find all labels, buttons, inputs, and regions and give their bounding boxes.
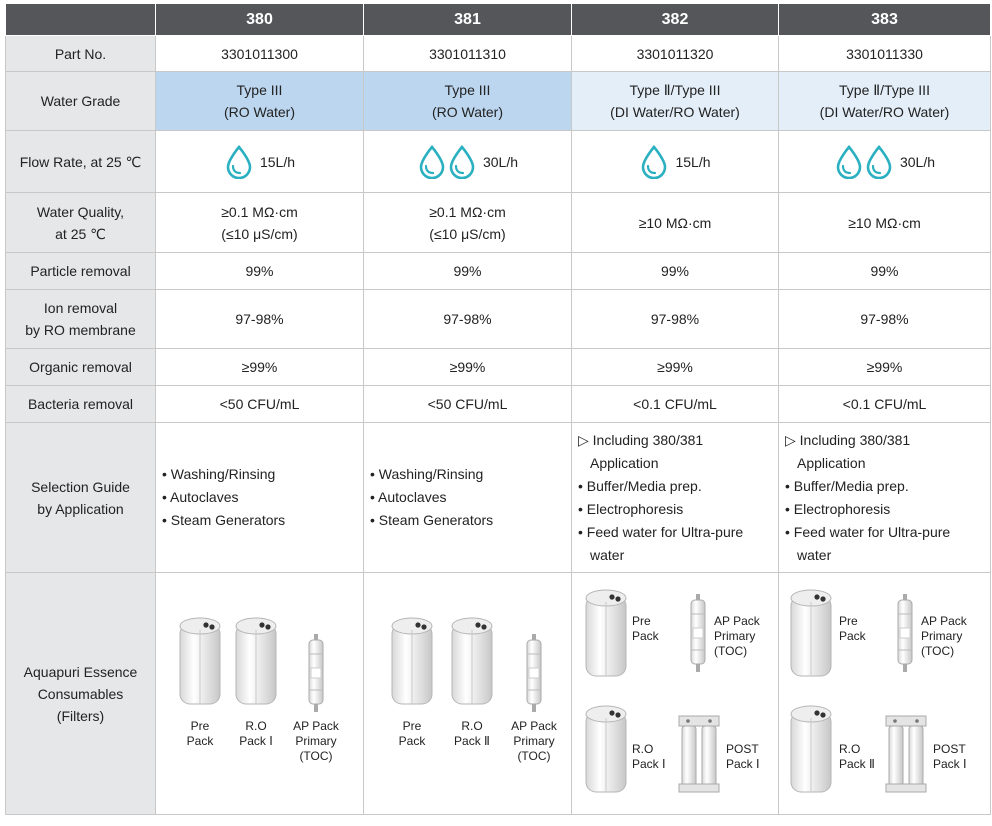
grade-desc: (DI Water/RO Water) xyxy=(610,104,740,120)
label-line: AP Pack xyxy=(511,718,557,733)
label-line: Pack Ⅰ xyxy=(239,733,273,748)
row-label-line: Aquapuri Essence xyxy=(23,663,138,680)
application-list xyxy=(364,423,572,573)
list-item: water xyxy=(797,546,832,563)
row-label xyxy=(6,423,156,573)
list-item: Application xyxy=(590,454,659,471)
list-item: • Steam Generators xyxy=(370,512,494,528)
flow-rate-cell xyxy=(779,131,991,193)
label-line: Primary xyxy=(921,628,963,643)
ap-pack-filter-image xyxy=(895,594,915,674)
row-label-line: Water Quality, xyxy=(36,203,125,220)
label-line: R.O xyxy=(245,718,267,733)
list-item: • Buffer/Media prep. xyxy=(578,477,702,494)
grade-type: Type Ⅱ/Type III xyxy=(629,82,721,98)
water-drop-icon xyxy=(417,145,447,179)
post-pack-filter-image xyxy=(678,714,720,794)
pre-pack-filter-image xyxy=(789,588,833,680)
grade-desc: (RO Water) xyxy=(223,104,296,120)
ap-pack-filter-image xyxy=(524,634,544,714)
pre-pack-label xyxy=(178,719,222,749)
pre-pack-filter-image xyxy=(390,616,434,708)
spec-table xyxy=(5,3,991,815)
list-item: • Feed water for Ultra-pure xyxy=(785,523,951,540)
model-header: 383 xyxy=(779,4,991,36)
label-line: Pack Ⅱ xyxy=(839,756,875,771)
row-label xyxy=(6,290,156,349)
grade-type: Type III xyxy=(444,82,491,98)
model-header: 382 xyxy=(572,4,779,36)
water-drop-icon xyxy=(864,145,894,179)
water-grade-cell xyxy=(779,72,991,131)
list-item: • Autoclaves xyxy=(162,489,239,505)
conductivity: (≤10 μS/cm) xyxy=(221,225,298,242)
organic-removal-value: ≥99% xyxy=(572,349,779,386)
ap-pack-label xyxy=(921,614,967,659)
ro-pack-filter-image xyxy=(789,704,833,796)
row-label-line: Ion removal xyxy=(43,300,118,316)
part-number: 3301011320 xyxy=(572,36,779,72)
label-line: Pack Ⅰ xyxy=(726,756,760,771)
selection-guide-row xyxy=(6,423,991,573)
row-label-line: Consumables xyxy=(37,685,124,702)
application-list xyxy=(779,423,991,573)
pre-pack-filter-image xyxy=(584,588,628,680)
row-label: Organic removal xyxy=(6,349,156,386)
organic-removal-row xyxy=(6,349,991,386)
grade-type: Type Ⅱ/Type III xyxy=(839,82,930,98)
label-line: Pre xyxy=(632,613,651,628)
label-line: Pack xyxy=(839,628,866,643)
part-number: 3301011330 xyxy=(779,36,991,72)
ion-removal-row xyxy=(6,290,991,349)
ap-pack-label xyxy=(714,614,760,659)
pre-pack-label xyxy=(390,719,434,749)
flow-rate-cell xyxy=(364,131,572,193)
water-grade-cell xyxy=(364,72,572,131)
water-drop-icon xyxy=(639,145,669,179)
resistivity: ≥0.1 MΩ·cm xyxy=(429,203,506,220)
bacteria-removal-value: <0.1 CFU/mL xyxy=(779,386,991,423)
water-grade-cell xyxy=(572,72,779,131)
post-pack-label xyxy=(726,742,760,772)
row-label-line: (Filters) xyxy=(56,707,105,724)
water-quality-cell xyxy=(156,193,364,253)
pre-pack-label xyxy=(839,614,866,644)
ion-removal-value: 97-98% xyxy=(779,290,991,349)
water-drop-icon xyxy=(224,145,254,179)
list-item: • Autoclaves xyxy=(370,489,447,505)
grade-desc: (RO Water) xyxy=(431,104,504,120)
consumables-cell xyxy=(572,573,779,815)
label-line: AP Pack xyxy=(714,613,760,628)
label-line: Primary xyxy=(714,628,756,643)
label-line: Primary xyxy=(295,733,337,748)
list-item: ▷ Including 380/381 xyxy=(785,431,911,448)
label-line: R.O xyxy=(839,741,861,756)
flow-rate-cell xyxy=(572,131,779,193)
corner-cell xyxy=(6,4,156,36)
row-label xyxy=(6,193,156,253)
particle-removal-value: 99% xyxy=(156,253,364,290)
consumables-cell xyxy=(364,573,572,815)
label-line: (TOC) xyxy=(921,643,955,658)
label-line: AP Pack xyxy=(293,718,339,733)
flow-rate-row xyxy=(6,131,991,193)
row-label xyxy=(6,573,156,815)
label-line: Pack xyxy=(398,733,426,748)
organic-removal-value: ≥99% xyxy=(364,349,572,386)
row-label-line: Selection Guide xyxy=(31,478,130,495)
bacteria-removal-value: <50 CFU/mL xyxy=(156,386,364,423)
water-drop-icon xyxy=(834,145,864,179)
flow-rate-value: 15L/h xyxy=(675,153,711,170)
application-list xyxy=(156,423,364,573)
row-label-line: by RO membrane xyxy=(25,322,136,338)
water-quality-row xyxy=(6,193,991,253)
label-line: (TOC) xyxy=(299,748,333,763)
ap-pack-filter-image xyxy=(306,634,326,714)
list-item: • Washing/Rinsing xyxy=(370,466,484,482)
label-line: Pack Ⅰ xyxy=(933,756,967,771)
label-line: R.O xyxy=(461,718,483,733)
label-line: Pack xyxy=(632,628,659,643)
label-line: Primary xyxy=(513,733,555,748)
pre-pack-label xyxy=(632,614,659,644)
water-quality-cell xyxy=(779,193,991,253)
label-line: Pack xyxy=(186,733,214,748)
particle-removal-row xyxy=(6,253,991,290)
water-quality-cell xyxy=(572,193,779,253)
pre-pack-filter-image xyxy=(178,616,222,708)
ro-pack-filter-image xyxy=(450,616,494,708)
bacteria-removal-value: <0.1 CFU/mL xyxy=(572,386,779,423)
label-line: R.O xyxy=(632,741,654,756)
bacteria-removal-row xyxy=(6,386,991,423)
label-line: Pack Ⅱ xyxy=(454,733,490,748)
resistivity: ≥0.1 MΩ·cm xyxy=(221,203,298,220)
model-header: 380 xyxy=(156,4,364,36)
label-line: Pre xyxy=(190,718,210,733)
post-pack-filter-image xyxy=(885,714,927,794)
row-label: Bacteria removal xyxy=(6,386,156,423)
conductivity: (≤10 μS/cm) xyxy=(429,225,506,242)
part-number: 3301011310 xyxy=(364,36,572,72)
flow-rate-value: 30L/h xyxy=(899,153,936,170)
bacteria-removal-value: <50 CFU/mL xyxy=(364,386,572,423)
label-line: Pre xyxy=(402,718,422,733)
part-number: 3301011300 xyxy=(156,36,364,72)
water-quality-cell xyxy=(364,193,572,253)
list-item: • Washing/Rinsing xyxy=(162,466,276,482)
ap-pack-label xyxy=(506,719,562,764)
particle-removal-value: 99% xyxy=(572,253,779,290)
resistivity: ≥10 MΩ·cm xyxy=(638,214,712,231)
resistivity: ≥10 MΩ·cm xyxy=(848,214,921,231)
list-item: • Feed water for Ultra-pure xyxy=(578,523,744,540)
ap-pack-filter-image xyxy=(688,594,708,674)
ion-removal-value: 97-98% xyxy=(156,290,364,349)
list-item: • Electrophoresis xyxy=(578,500,684,517)
particle-removal-value: 99% xyxy=(364,253,572,290)
ro-pack-label xyxy=(444,719,500,749)
row-label-line: at 25 ℃ xyxy=(55,225,106,242)
ap-pack-label xyxy=(288,719,344,764)
water-grade-cell xyxy=(156,72,364,131)
organic-removal-value: ≥99% xyxy=(156,349,364,386)
grade-desc: (DI Water/RO Water) xyxy=(819,104,950,120)
row-label: Particle removal xyxy=(6,253,156,290)
grade-type: Type III xyxy=(236,82,283,98)
row-label: Flow Rate, at 25 ℃ xyxy=(6,131,156,193)
label-line: POST xyxy=(933,741,966,756)
list-item: water xyxy=(590,546,625,563)
label-line: Pack Ⅰ xyxy=(632,756,666,771)
header-row xyxy=(6,4,991,36)
ro-pack-label xyxy=(632,742,666,772)
list-item: • Electrophoresis xyxy=(785,500,891,517)
flow-rate-cell xyxy=(156,131,364,193)
row-label: Part No. xyxy=(6,36,156,72)
row-label: Water Grade xyxy=(6,72,156,131)
ion-removal-value: 97-98% xyxy=(364,290,572,349)
label-line: (TOC) xyxy=(714,643,748,658)
model-header: 381 xyxy=(364,4,572,36)
consumables-cell xyxy=(779,573,991,815)
post-pack-label xyxy=(933,742,967,772)
label-line: AP Pack xyxy=(921,613,967,628)
list-item: • Buffer/Media prep. xyxy=(785,477,909,494)
row-label-line: by Application xyxy=(37,500,124,517)
organic-removal-value: ≥99% xyxy=(779,349,991,386)
ion-removal-value: 97-98% xyxy=(572,290,779,349)
list-item: Application xyxy=(797,454,866,471)
ro-pack-label xyxy=(839,742,875,772)
flow-rate-value: 15L/h xyxy=(259,153,296,170)
ro-pack-filter-image xyxy=(234,616,278,708)
consumables-row xyxy=(6,573,991,815)
part-no-row xyxy=(6,36,991,72)
flow-rate-value: 30L/h xyxy=(482,153,519,170)
label-line: (TOC) xyxy=(517,748,551,763)
list-item: ▷ Including 380/381 xyxy=(578,431,704,448)
ro-pack-filter-image xyxy=(584,704,628,796)
application-list xyxy=(572,423,779,573)
consumables-cell xyxy=(156,573,364,815)
water-grade-row xyxy=(6,72,991,131)
ro-pack-label xyxy=(230,719,282,749)
water-drop-icon xyxy=(447,145,477,179)
particle-removal-value: 99% xyxy=(779,253,991,290)
label-line: Pre xyxy=(839,613,858,628)
list-item: • Steam Generators xyxy=(162,512,286,528)
label-line: POST xyxy=(726,741,759,756)
